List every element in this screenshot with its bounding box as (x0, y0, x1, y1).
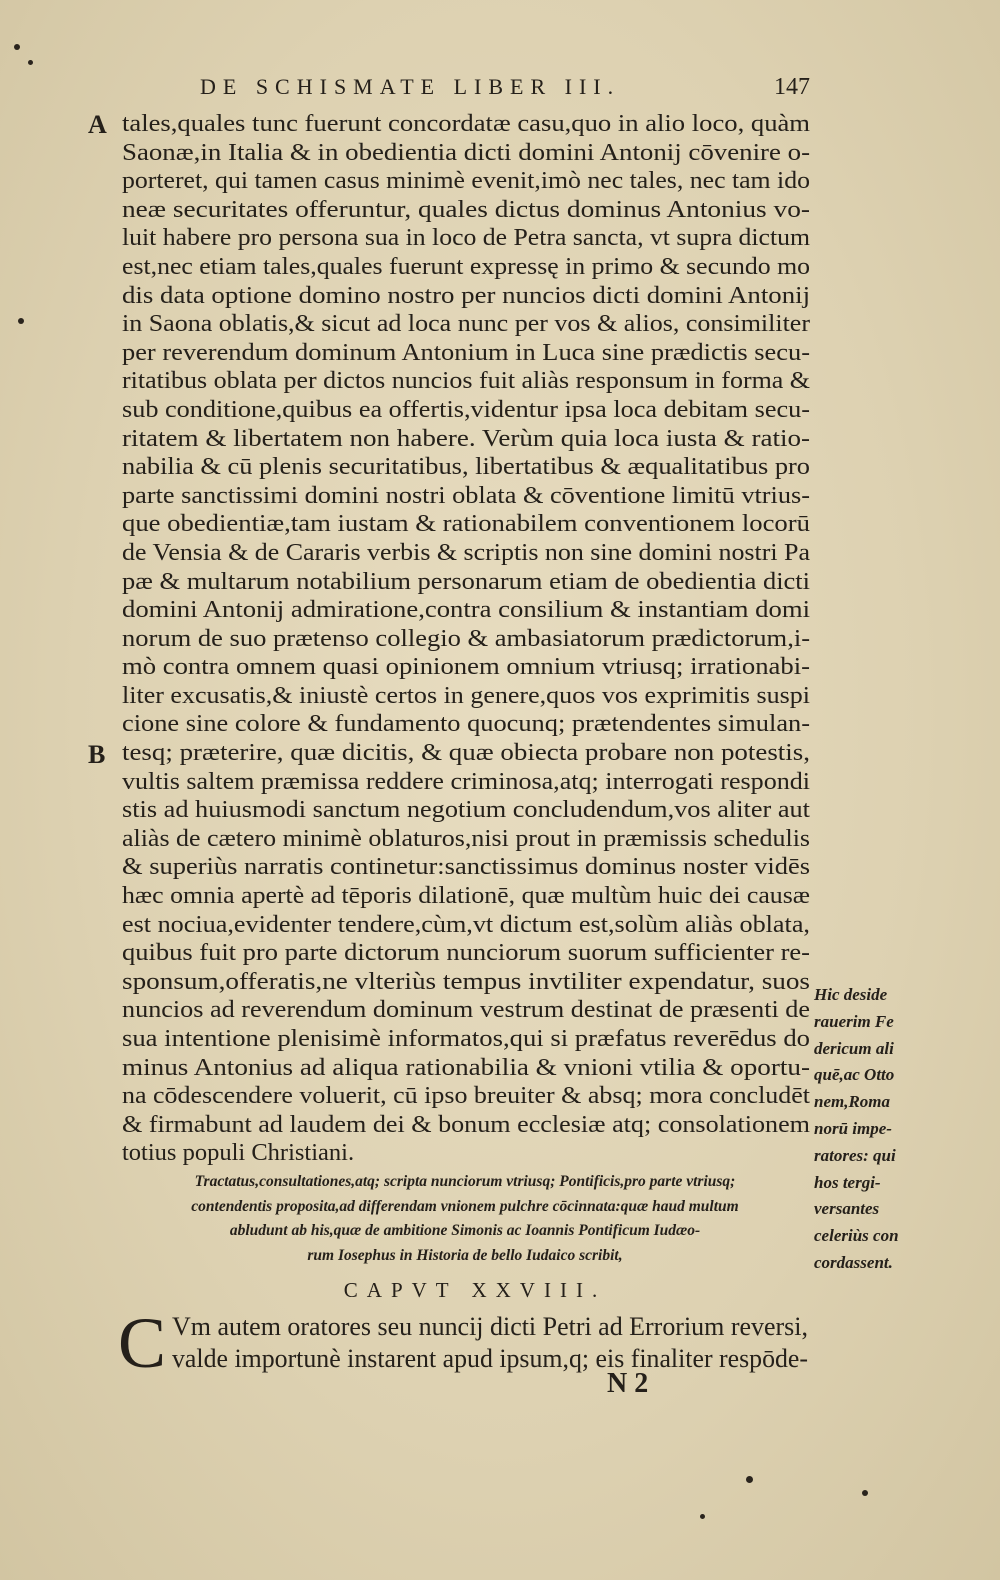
marginal-note-line: celeriùs con (814, 1226, 899, 1246)
text-line (122, 596, 810, 625)
text-line (122, 796, 810, 825)
chapter-text-line (172, 1343, 808, 1375)
text-line-text: cione sine colore & fundamento quocunq; prætendentes simulan- (122, 710, 810, 738)
marginal-note-line: quē,ac Otto (814, 1065, 895, 1085)
text-line (122, 739, 810, 768)
text-line-text: neæ securitates offeruntur, quales dictus dominus Antonius vo- (122, 195, 810, 223)
text-line (122, 1054, 810, 1083)
text-line (122, 282, 810, 311)
text-line (122, 339, 810, 368)
text-line (122, 710, 810, 739)
text-line-text: quibus fuit pro parte dictorum nunciorum suorum sufficienter re- (122, 939, 810, 967)
signature-mark: N 2 (607, 1368, 649, 1399)
summary-line: contendentis proposita,ad differendam vnionem pulchre cōcinnata:quæ haud multum (191, 1197, 739, 1215)
text-line (122, 539, 810, 568)
text-line (122, 310, 810, 339)
text-line (122, 882, 810, 911)
marginal-note-line: Hic deside (814, 985, 888, 1004)
marginal-note-line: cordassent. (814, 1252, 893, 1272)
text-line (122, 653, 810, 682)
text-line (122, 139, 810, 168)
text-line-text: totius populi Christiani. (122, 1139, 355, 1167)
text-line (122, 682, 810, 711)
marginal-note-line: nem,Roma (814, 1092, 891, 1112)
chapter-text (172, 1311, 808, 1375)
text-line-text: que obedientiæ,tam iustam & rationabilem conventionem locorū (122, 510, 810, 538)
text-line-text: & firmabunt ad laudem dei & bonum ecclesiæ atq; consolationem (122, 1110, 810, 1138)
text-line-text: per reverendum dominum Antonium in Luca sine prædictis secu- (122, 338, 810, 366)
ink-speck (700, 1514, 705, 1519)
ink-speck (28, 60, 33, 65)
text-line (122, 482, 810, 511)
chapter-heading: CAPVT XXVIII. (343, 1278, 607, 1302)
text-line-text: parte sanctissimi domini nostri oblata & cōventione limitū vtrius- (122, 481, 810, 509)
text-line-text: in Saona oblatis,& sicut ad loca nunc per vos & alios, consimiliter (122, 310, 810, 338)
text-line (122, 825, 810, 854)
text-line (122, 968, 810, 997)
marginal-note-line: dericum ali (814, 1038, 894, 1058)
text-line-text: & superiùs narratis continetur:sanctissimus dominus noster vidēs (122, 853, 810, 881)
marginal-note-line: rauerim Fe (814, 1011, 894, 1031)
text-line-text: aliàs de cætero minimè oblaturos,nisi prout in præmissis schedulis (122, 824, 810, 852)
text-line-text: est nociua,evidenter tendere,cùm,vt dictum est,solùm aliàs oblata, (122, 910, 810, 938)
chapter-text-line (172, 1311, 808, 1343)
text-line-text: mò contra omnem quasi opinionem omnium vtriusq; irrationabi- (122, 653, 810, 681)
text-line-text: sponsum,offeratis,ne vlteriùs tempus invtiliter expendatur, suos (122, 967, 810, 995)
text-line (122, 939, 810, 968)
text-line (122, 367, 810, 396)
marginal-note-line: norū impe- (814, 1118, 892, 1138)
main-text-column (122, 110, 810, 1168)
summary-line: rum Iosephus in Historia de bello Iudaico scribit, (307, 1246, 623, 1264)
chapter-summary (140, 1170, 790, 1268)
text-line-text: pæ & multarum notabilium personarum etiam de obedientia dicti (122, 567, 810, 595)
marginal-note-line: ratores: qui (814, 1145, 896, 1165)
text-line-text: Saonæ,in Italia & in obedientia dicti domini Antonij cōvenire o- (122, 138, 810, 166)
text-line-text: hæc omnia apertè ad tēporis dilationē, quæ multùm huic dei causæ (122, 882, 810, 910)
summary-line: abludunt ab his,quæ de ambitione Simonis ac Ioannis Pontificum Iudæo- (229, 1222, 701, 1239)
ink-speck (862, 1490, 868, 1496)
text-line-text: stis ad huiusmodi sanctum negotium concludendum,vos aliter aut (122, 796, 810, 824)
section-mark-a: A (88, 110, 107, 139)
text-line-text: est,nec etiam tales,quales fuerunt expressę in primo & secundo mo (122, 252, 810, 280)
text-line (122, 396, 810, 425)
marginal-note-line: hos tergi- (814, 1172, 881, 1192)
text-line (122, 911, 810, 940)
chapter-text-line-text: valde importunè instarent apud ipsum,q; eis finaliter respōde- (172, 1344, 808, 1373)
page-number: 147 (774, 74, 810, 100)
section-mark-b: B (88, 740, 106, 769)
text-line-text: porteret, qui tamen casus minimè evenit,imò nec tales, nec tam ido (122, 167, 810, 195)
marginal-note (814, 982, 924, 1277)
text-line (122, 1082, 810, 1111)
ink-speck (746, 1476, 753, 1483)
summary-line: Tractatus,consultationes,atq; scripta nunciorum vtriusq; Pontificis,pro parte vtriusq; (194, 1173, 736, 1190)
text-line (122, 625, 810, 654)
text-line-text: minus Antonius ad aliqua rationabilia & vnioni vtilia & oportu- (122, 1053, 810, 1081)
text-line-text: tales,quales tunc fuerunt concordatæ casu,quo in alio loco, quàm (122, 110, 810, 137)
text-line-text: nabilia & cū plenis securitatibus, libertatibus & æqualitatibus pro (122, 453, 810, 481)
text-line (122, 110, 810, 139)
text-line-text: vultis saltem præmissa reddere criminosa,atq; interrogati respondi (122, 767, 810, 795)
text-line-text: liter excusatis,& iniustè certos in genere,quos vos exprimitis suspi (122, 681, 810, 709)
text-line (122, 768, 810, 797)
text-line-text: sub conditione,quibus ea offertis,videntur ipsa loca debitam secu- (122, 395, 810, 423)
text-line-text: na cōdescendere voluerit, cū ipso breuiter & absq; mora concludēt (122, 1082, 810, 1110)
ink-speck (18, 318, 24, 324)
text-line-text: norum de suo prætenso collegio & ambasiatorum prædictorum,i- (122, 624, 810, 652)
text-line-text: ritatibus oblata per dictos nuncios fuit aliàs responsum in forma & (122, 367, 810, 395)
text-line-text: sua intentione plenisimè informatos,qui si præfatus reverēdus do (122, 1025, 810, 1052)
text-line (122, 167, 810, 196)
text-line-text: dis data optione domino nostro per nuncios dicti domini Antonij (122, 281, 810, 309)
text-line (122, 568, 810, 597)
text-line (122, 253, 810, 282)
text-line-text: luit habere pro persona sua in loco de Petra sancta, vt supra dictum (122, 224, 810, 252)
text-line (122, 1139, 810, 1168)
marginal-note-line: versantes (814, 1199, 880, 1219)
text-line-text: nuncios ad reverendum dominum vestrum destinat de præsenti de (122, 996, 810, 1024)
running-title: DE SCHISMATE LIBER III. (200, 74, 621, 99)
text-line-text: ritatem & libertatem non habere. Verùm quia loca iusta & ratio- (122, 424, 810, 452)
text-line (122, 1111, 810, 1140)
ink-speck (14, 44, 20, 50)
text-line (122, 196, 810, 225)
text-line (122, 853, 810, 882)
text-line (122, 224, 810, 253)
drop-cap: C (118, 1303, 167, 1383)
page-header (200, 74, 810, 106)
text-line-text: domini Antonij admiratione,contra consilium & instantiam domi (122, 596, 810, 624)
text-line (122, 425, 810, 454)
text-line (122, 453, 810, 482)
text-line (122, 996, 810, 1025)
chapter-text-line-text: Vm autem oratores seu nuncij dicti Petri ad Errorium reversi, (172, 1312, 808, 1341)
text-line-text: de Vensia & de Cararis verbis & scriptis non sine domini nostri Pa (122, 538, 810, 566)
text-line (122, 1025, 810, 1054)
text-line (122, 510, 810, 539)
text-line-text: tesq; præterire, quæ dicitis, & quæ obiecta probare non potestis, (122, 739, 810, 767)
